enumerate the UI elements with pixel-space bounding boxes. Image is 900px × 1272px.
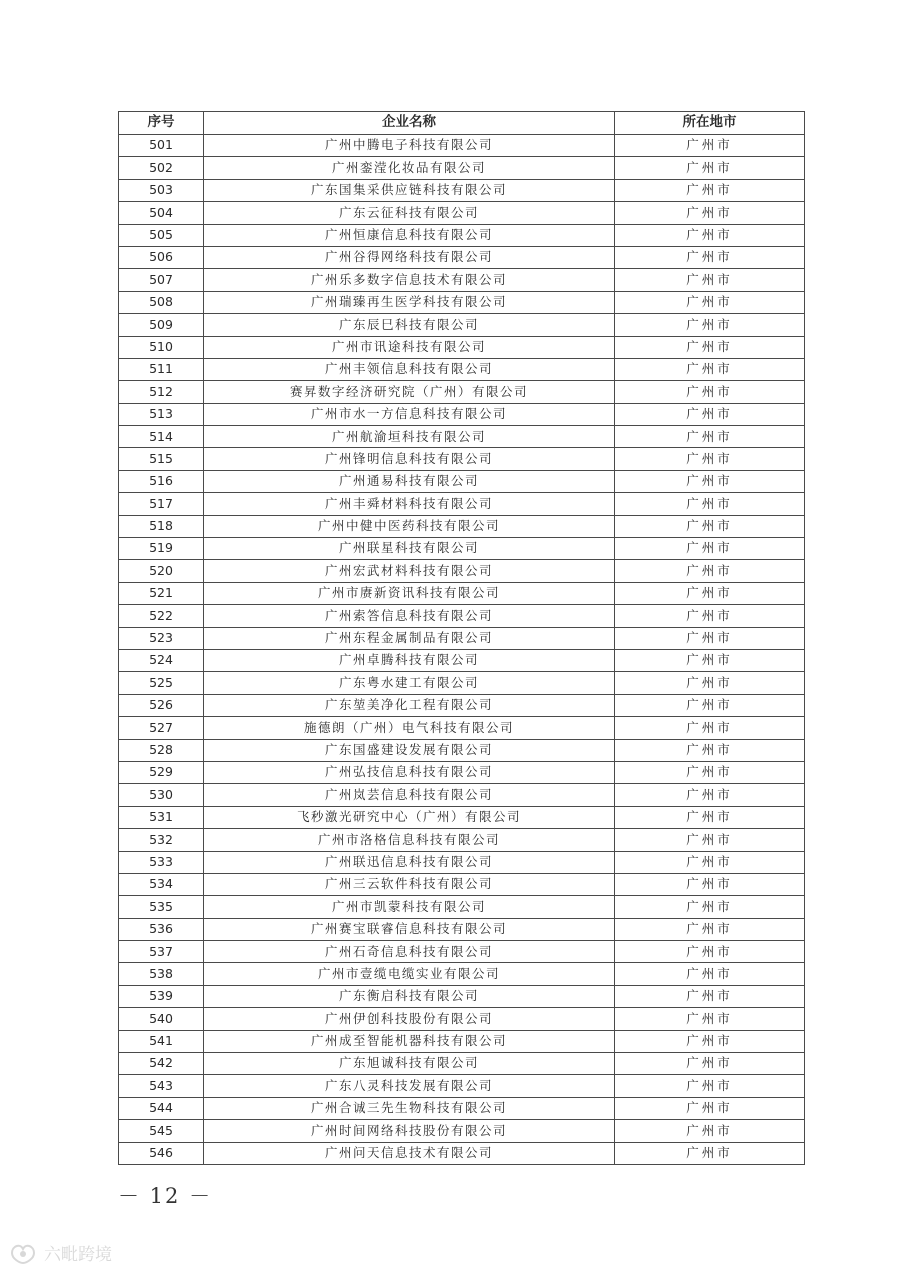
row-company-name: 广东衡启科技有限公司 [204, 985, 615, 1007]
table-row [119, 1030, 805, 1052]
header-city: 所在地市 [615, 112, 805, 135]
row-company-name: 广州伊创科技股份有限公司 [204, 1008, 615, 1030]
table-row [119, 381, 805, 403]
row-city: 广州市 [615, 403, 805, 425]
row-index: 505 [119, 224, 204, 246]
row-city: 广州市 [615, 851, 805, 873]
table-row [119, 560, 805, 582]
row-city: 广州市 [615, 291, 805, 313]
row-index: 504 [119, 202, 204, 224]
row-company-name: 广州市水一方信息科技有限公司 [204, 403, 615, 425]
row-company-name: 广州石奇信息科技有限公司 [204, 941, 615, 963]
row-index: 517 [119, 493, 204, 515]
table-row [119, 1008, 805, 1030]
header-company-name: 企业名称 [204, 112, 615, 135]
row-city: 广州市 [615, 649, 805, 671]
row-company-name: 广东旭诚科技有限公司 [204, 1053, 615, 1075]
table-row [119, 314, 805, 336]
row-city: 广州市 [615, 135, 805, 157]
row-index: 509 [119, 314, 204, 336]
row-company-name: 广州弘技信息科技有限公司 [204, 761, 615, 783]
table-row [119, 538, 805, 560]
table-row [119, 202, 805, 224]
row-city: 广州市 [615, 202, 805, 224]
row-index: 535 [119, 896, 204, 918]
table-row [119, 1075, 805, 1097]
row-index: 512 [119, 381, 204, 403]
row-company-name: 广州锋明信息科技有限公司 [204, 448, 615, 470]
table-row [119, 358, 805, 380]
row-company-name: 赛昇数字经济研究院（广州）有限公司 [204, 381, 615, 403]
row-company-name: 广东粤水建工有限公司 [204, 672, 615, 694]
row-index: 506 [119, 246, 204, 268]
table-row [119, 896, 805, 918]
table-row [119, 941, 805, 963]
row-company-name: 广州卓腾科技有限公司 [204, 649, 615, 671]
row-company-name: 广州銮滢化妆品有限公司 [204, 157, 615, 179]
row-company-name: 广州成至智能机器科技有限公司 [204, 1030, 615, 1052]
row-city: 广州市 [615, 717, 805, 739]
row-city: 广州市 [615, 739, 805, 761]
row-company-name: 广州瑞臻再生医学科技有限公司 [204, 291, 615, 313]
table-row [119, 493, 805, 515]
row-index: 508 [119, 291, 204, 313]
row-index: 525 [119, 672, 204, 694]
row-city: 广州市 [615, 605, 805, 627]
row-index: 502 [119, 157, 204, 179]
row-city: 广州市 [615, 1053, 805, 1075]
row-city: 广州市 [615, 1120, 805, 1142]
row-company-name: 广州中健中医药科技有限公司 [204, 515, 615, 537]
row-company-name: 广州丰舜材料科技有限公司 [204, 493, 615, 515]
watermark [8, 1240, 112, 1265]
row-company-name: 广州问天信息技术有限公司 [204, 1142, 615, 1164]
row-city: 广州市 [615, 1075, 805, 1097]
row-city: 广州市 [615, 1142, 805, 1164]
row-city: 广州市 [615, 672, 805, 694]
row-city: 广州市 [615, 336, 805, 358]
table-row [119, 179, 805, 201]
table-row [119, 1142, 805, 1164]
table-row [119, 582, 805, 604]
row-city: 广州市 [615, 963, 805, 985]
row-company-name: 广州岚芸信息科技有限公司 [204, 784, 615, 806]
row-company-name: 广州三云软件科技有限公司 [204, 873, 615, 895]
row-city: 广州市 [615, 515, 805, 537]
row-city: 广州市 [615, 560, 805, 582]
table-row [119, 448, 805, 470]
brand-logo-icon [8, 1241, 38, 1265]
row-index: 545 [119, 1120, 204, 1142]
table-row [119, 806, 805, 828]
row-company-name: 广州联迅信息科技有限公司 [204, 851, 615, 873]
row-company-name: 广州丰领信息科技有限公司 [204, 358, 615, 380]
row-city: 广州市 [615, 224, 805, 246]
table-row [119, 1097, 805, 1119]
row-index: 507 [119, 269, 204, 291]
table-row [119, 627, 805, 649]
table-row [119, 873, 805, 895]
company-list-table [118, 111, 805, 1165]
row-index: 501 [119, 135, 204, 157]
row-city: 广州市 [615, 694, 805, 716]
table-row [119, 135, 805, 157]
row-company-name: 飞秒激光研究中心（广州）有限公司 [204, 806, 615, 828]
row-city: 广州市 [615, 493, 805, 515]
row-company-name: 广州通易科技有限公司 [204, 470, 615, 492]
header-index: 序号 [119, 112, 204, 135]
table-row [119, 426, 805, 448]
row-company-name: 广州东程金属制品有限公司 [204, 627, 615, 649]
row-index: 533 [119, 851, 204, 873]
row-city: 广州市 [615, 269, 805, 291]
watermark-text: 六毗跨境 [44, 1245, 112, 1265]
row-city: 广州市 [615, 873, 805, 895]
table-row [119, 269, 805, 291]
row-city: 广州市 [615, 784, 805, 806]
row-index: 513 [119, 403, 204, 425]
table-row [119, 605, 805, 627]
table-row [119, 985, 805, 1007]
row-company-name: 广东堃美净化工程有限公司 [204, 694, 615, 716]
row-index: 518 [119, 515, 204, 537]
table-row [119, 761, 805, 783]
row-index: 532 [119, 829, 204, 851]
table-row [119, 963, 805, 985]
row-index: 544 [119, 1097, 204, 1119]
row-company-name: 广州航渝垣科技有限公司 [204, 426, 615, 448]
row-index: 514 [119, 426, 204, 448]
row-company-name: 广州市讯途科技有限公司 [204, 336, 615, 358]
row-index: 542 [119, 1053, 204, 1075]
row-city: 广州市 [615, 246, 805, 268]
table-row [119, 157, 805, 179]
row-index: 528 [119, 739, 204, 761]
row-city: 广州市 [615, 941, 805, 963]
row-city: 广州市 [615, 806, 805, 828]
row-index: 541 [119, 1030, 204, 1052]
table-row [119, 470, 805, 492]
row-company-name: 广东国集采供应链科技有限公司 [204, 179, 615, 201]
table-row [119, 403, 805, 425]
table-row [119, 694, 805, 716]
row-index: 537 [119, 941, 204, 963]
row-city: 广州市 [615, 918, 805, 940]
row-company-name: 广州合诚三先生物科技有限公司 [204, 1097, 615, 1119]
row-company-name: 广州赛宝联睿信息科技有限公司 [204, 918, 615, 940]
row-company-name: 广东八灵科技发展有限公司 [204, 1075, 615, 1097]
row-city: 广州市 [615, 761, 805, 783]
table-row [119, 784, 805, 806]
row-city: 广州市 [615, 179, 805, 201]
row-index: 534 [119, 873, 204, 895]
row-index: 530 [119, 784, 204, 806]
row-index: 546 [119, 1142, 204, 1164]
row-company-name: 广东国盛建设发展有限公司 [204, 739, 615, 761]
row-city: 广州市 [615, 448, 805, 470]
table-row [119, 739, 805, 761]
row-city: 广州市 [615, 470, 805, 492]
row-company-name: 广州谷得网络科技有限公司 [204, 246, 615, 268]
row-index: 516 [119, 470, 204, 492]
row-index: 536 [119, 918, 204, 940]
page-number: － 12 － [118, 1184, 213, 1208]
table-row [119, 717, 805, 739]
row-city: 广州市 [615, 829, 805, 851]
row-company-name: 广州时间网络科技股份有限公司 [204, 1120, 615, 1142]
row-company-name: 施德朗（广州）电气科技有限公司 [204, 717, 615, 739]
table-row [119, 672, 805, 694]
row-company-name: 广州市洛格信息科技有限公司 [204, 829, 615, 851]
table-row [119, 291, 805, 313]
row-index: 519 [119, 538, 204, 560]
row-company-name: 广东辰巳科技有限公司 [204, 314, 615, 336]
table-body [119, 135, 805, 1165]
row-city: 广州市 [615, 896, 805, 918]
row-city: 广州市 [615, 381, 805, 403]
row-company-name: 广州市赓新资讯科技有限公司 [204, 582, 615, 604]
table-row [119, 918, 805, 940]
row-index: 510 [119, 336, 204, 358]
row-company-name: 广州中腾电子科技有限公司 [204, 135, 615, 157]
row-index: 523 [119, 627, 204, 649]
table-row [119, 1053, 805, 1075]
row-city: 广州市 [615, 985, 805, 1007]
row-city: 广州市 [615, 1097, 805, 1119]
row-company-name: 广州市凯蒙科技有限公司 [204, 896, 615, 918]
table-row [119, 829, 805, 851]
row-index: 540 [119, 1008, 204, 1030]
row-city: 广州市 [615, 1008, 805, 1030]
row-city: 广州市 [615, 157, 805, 179]
row-index: 531 [119, 806, 204, 828]
row-company-name: 广州索答信息科技有限公司 [204, 605, 615, 627]
table-row [119, 224, 805, 246]
row-company-name: 广州市壹缆电缆实业有限公司 [204, 963, 615, 985]
row-company-name: 广州联星科技有限公司 [204, 538, 615, 560]
row-city: 广州市 [615, 627, 805, 649]
table-header-row [119, 112, 805, 135]
row-index: 511 [119, 358, 204, 380]
row-city: 广州市 [615, 426, 805, 448]
row-index: 529 [119, 761, 204, 783]
row-city: 广州市 [615, 582, 805, 604]
row-company-name: 广州恒康信息科技有限公司 [204, 224, 615, 246]
row-city: 广州市 [615, 1030, 805, 1052]
row-index: 515 [119, 448, 204, 470]
row-city: 广州市 [615, 538, 805, 560]
row-index: 527 [119, 717, 204, 739]
table-row [119, 649, 805, 671]
row-index: 539 [119, 985, 204, 1007]
row-index: 538 [119, 963, 204, 985]
row-company-name: 广州乐多数字信息技术有限公司 [204, 269, 615, 291]
row-index: 520 [119, 560, 204, 582]
table-row [119, 851, 805, 873]
row-index: 503 [119, 179, 204, 201]
row-company-name: 广州宏武材料科技有限公司 [204, 560, 615, 582]
row-index: 521 [119, 582, 204, 604]
table-row [119, 336, 805, 358]
row-city: 广州市 [615, 314, 805, 336]
table-row [119, 1120, 805, 1142]
row-company-name: 广东云征科技有限公司 [204, 202, 615, 224]
table-row [119, 246, 805, 268]
table-row [119, 515, 805, 537]
row-index: 543 [119, 1075, 204, 1097]
row-index: 524 [119, 649, 204, 671]
row-index: 526 [119, 694, 204, 716]
row-city: 广州市 [615, 358, 805, 380]
row-index: 522 [119, 605, 204, 627]
